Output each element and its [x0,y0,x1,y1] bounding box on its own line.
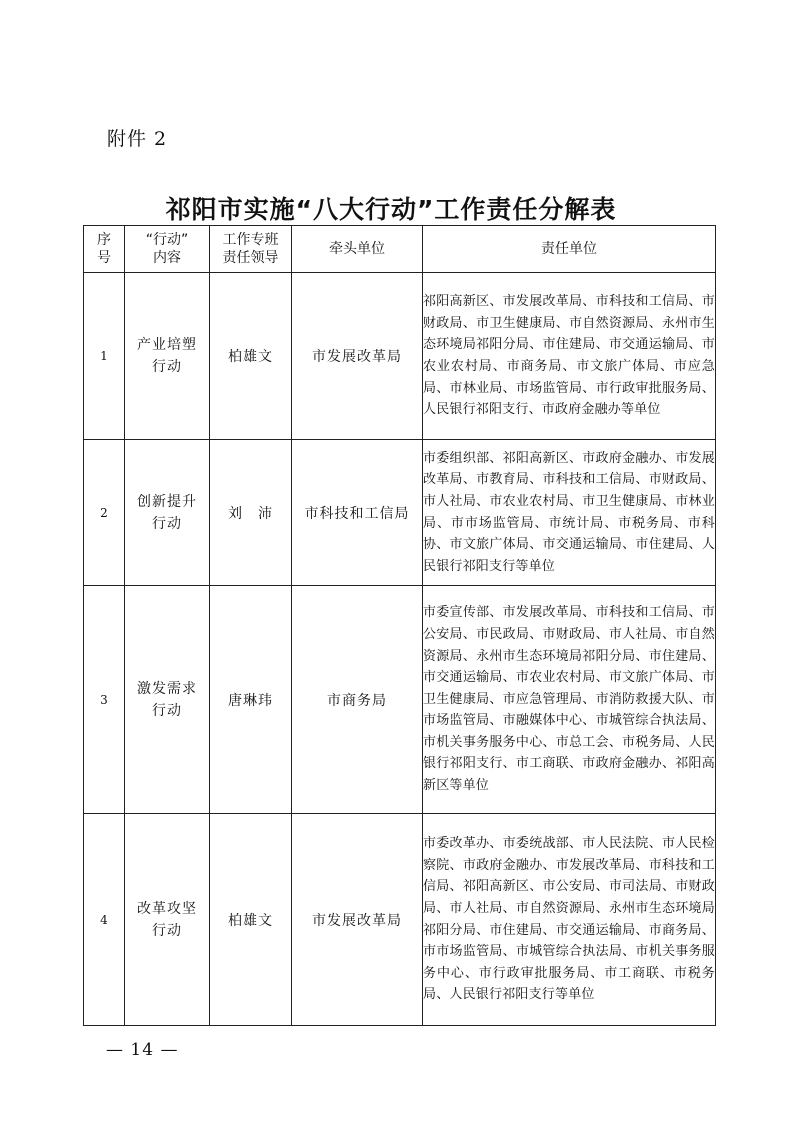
header-num [84,226,125,273]
row-resp-units: 市委组织部、祁阳高新区、市政府金融办、市发展改革局、市教育局、市科技和工信局、市财政局、市人社局、市农业农村局、市卫生健康局、市林业局、市市场监管局、市统计局、市税务局、市科协、市文旅广体局、市交通运输局、市住建局、人民银行祁阳支行等单位 [423,440,716,586]
header-action-line: “行动” [145,232,189,248]
responsibility-table [83,225,716,1026]
row-leader: 唐琳玮 [210,586,292,814]
row-number: 3 [84,586,125,814]
row-lead-unit: 市发展改革局 [292,273,423,440]
row-resp-units: 市委宣传部、市发展改革局、市科技和工信局、市公安局、市民政局、市财政局、市人社局、市自然资源局、永州市生态环境局祁阳分局、市住建局、市交通运输局、市农业农村局、市文旅广体局、市卫生健康局、市应急管理局、市消防救援大队、市市场监管局、市融媒体中心、市城管综合执法局、市机关事务服务中心、市总工会、市税务局、人民银行祁阳支行、市工商联、市政府金融办、祁阳高新区等单位 [423,586,716,814]
row-action [125,586,210,814]
page-number: — 14 — [106,1040,179,1060]
table-row [84,586,716,814]
row-number: 1 [84,273,125,440]
header-leader-line: 责任领导 [222,250,279,266]
row-action-line: 行动 [152,515,182,532]
table-header-row [84,226,716,273]
header-action [125,226,210,273]
row-action-line: 产业培塑 [137,337,197,353]
row-number: 2 [84,440,125,586]
page-title: 祁阳市实施“八大行动”工作责任分解表 [165,195,617,224]
table-row [84,273,716,440]
row-action-line: 创新提升 [137,493,197,510]
row-lead-unit: 市发展改革局 [292,814,423,1026]
row-leader: 刘 沛 [210,440,292,586]
row-action [125,440,210,586]
row-action-line: 激发需求 [137,680,197,697]
row-leader: 柏雄文 [210,814,292,1026]
header-action-line: 内容 [153,250,181,266]
row-action-line: 行动 [152,922,182,939]
row-resp-units: 祁阳高新区、市发展改革局、市科技和工信局、市财政局、市卫生健康局、市自然资源局、永州市生态环境局祁阳分局、市住建局、市交通运输局、市农业农村局、市商务局、市文旅广体局、市应急局、市林业局、市场监管局、市行政审批服务局、人民银行祁阳支行、市政府金融办等单位 [423,273,716,440]
row-action [125,273,210,440]
row-action-line: 行动 [152,702,182,719]
row-action-line: 行动 [152,359,182,375]
header-num-line: 序 [97,232,111,248]
header-lead-unit: 牵头单位 [292,226,423,273]
table-row [84,440,716,586]
header-leader-line: 工作专班 [222,232,279,248]
row-action [125,814,210,1026]
row-number: 4 [84,814,125,1026]
row-lead-unit: 市科技和工信局 [292,440,423,586]
row-resp-units: 市委改革办、市委统战部、市人民法院、市人民检察院、市政府金融办、市发展改革局、市科技和工信局、祁阳高新区、市公安局、市司法局、市财政局、市人社局、市自然资源局、永州市生态环境局祁阳分局、市住建局、市交通运输局、市商务局、市市场监管局、市城管综合执法局、市机关事务服务中心、市行政审批服务局、市工商联、市税务局、人民银行祁阳支行等单位 [423,814,716,1026]
table-row [84,814,716,1026]
row-action-line: 改革攻坚 [137,900,197,917]
attachment-label: 附件 2 [107,128,168,150]
row-leader: 柏雄文 [210,273,292,440]
header-resp-units: 责任单位 [423,226,716,273]
row-lead-unit: 市商务局 [292,586,423,814]
header-num-line: 号 [97,250,111,266]
header-leader [210,226,292,273]
